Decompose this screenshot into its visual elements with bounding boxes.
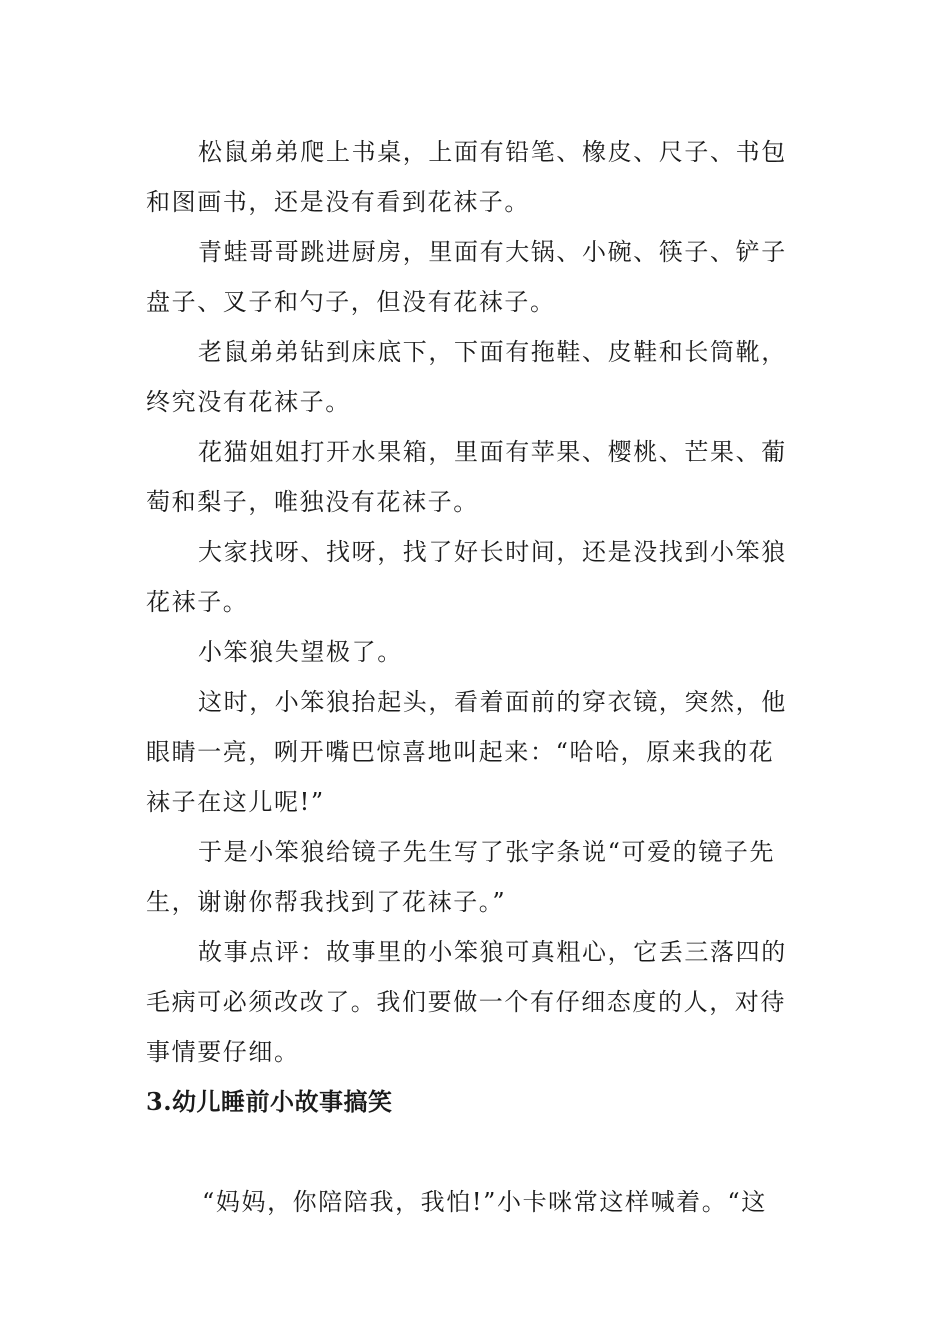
paragraph-search — [146, 527, 808, 627]
text-line: 于是小笨狼给镜子先生写了张字条说“可爱的镜子先 — [198, 838, 776, 866]
text-line: 花猫姐姐打开水果箱，里面有苹果、樱桃、芒果、葡 — [198, 438, 787, 466]
paragraph-mouse — [146, 327, 808, 427]
text-line: 小笨狼失望极了。 — [198, 638, 403, 666]
paragraph-disappointed — [146, 627, 808, 677]
text-line: 老鼠弟弟钻到床底下，下面有拖鞋、皮鞋和长筒靴， — [198, 338, 787, 366]
text-line: 松鼠弟弟爬上书桌，上面有铅笔、橡皮、尺子、书包 — [198, 138, 787, 166]
text-line: 毛病可必须改改了。我们要做一个有仔细态度的人，对待 — [146, 988, 786, 1016]
text-line: 故事点评：故事里的小笨狼可真粗心，它丢三落四的 — [198, 938, 787, 966]
text-line: 事情要仔细。 — [146, 1038, 300, 1066]
document-body — [146, 127, 808, 1227]
text-line: 终究没有花袜子。 — [146, 388, 351, 416]
blank-line — [146, 1127, 808, 1177]
text-line: 和图画书，还是没有看到花袜子。 — [146, 188, 530, 216]
text-line: 盘子、叉子和勺子，但没有花袜子。 — [146, 288, 556, 316]
paragraph-mirror — [146, 677, 808, 827]
text-line: 青蛙哥哥跳进厨房，里面有大锅、小碗、筷子、铲子 — [198, 238, 787, 266]
text-line: 袜子在这儿呢!” — [146, 788, 325, 816]
paragraph-final: “妈妈，你陪陪我，我怕!”小卡咪常这样喊着。“这 — [202, 1188, 767, 1216]
text-line: 花袜子。 — [146, 588, 249, 616]
section-heading: 3.幼儿睡前小故事搞笑 — [146, 1087, 393, 1116]
text-line: 眼睛一亮，咧开嘴巴惊喜地叫起来：“哈哈，原来我的花 — [146, 738, 775, 766]
paragraph-cat — [146, 427, 808, 527]
text-line: 生，谢谢你帮我找到了花袜子。” — [146, 888, 507, 916]
paragraph-comment — [146, 927, 808, 1077]
text-line: 这时，小笨狼抬起头，看着面前的穿衣镜，突然，他 — [198, 688, 787, 716]
paragraph-note — [146, 827, 808, 927]
paragraph-frog — [146, 227, 808, 327]
text-line: 萄和梨子，唯独没有花袜子。 — [146, 488, 479, 516]
text-line: 大家找呀、找呀，找了好长时间，还是没找到小笨狼 — [198, 538, 787, 566]
paragraph-squirrel — [146, 127, 808, 227]
